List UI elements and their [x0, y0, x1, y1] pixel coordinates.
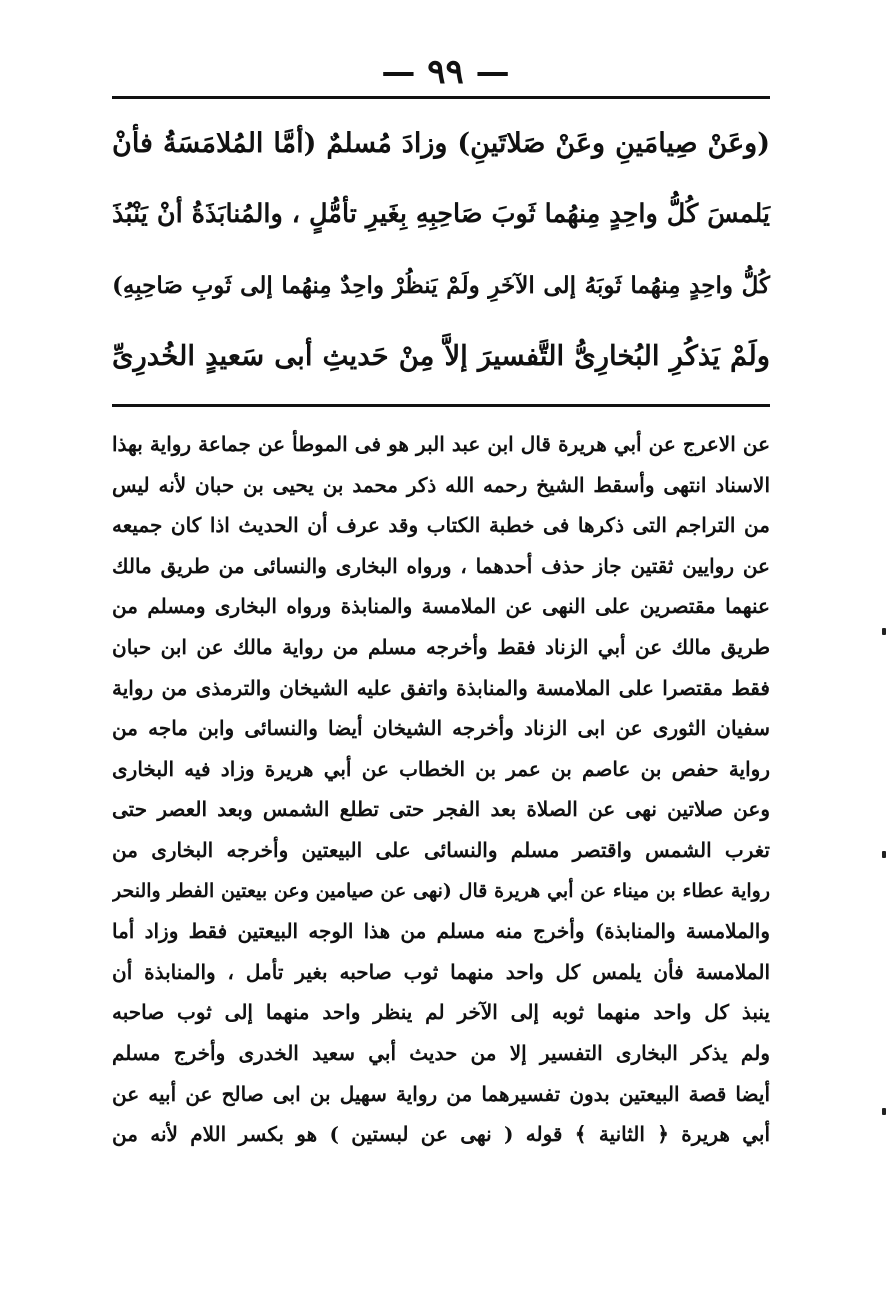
footnote-line: سفيان الثورى عن ابى الزناد وأخرجه الشيخان أيضا والنسائى وابن ماجه من	[112, 716, 770, 741]
footnote-line: ولم يذكر البخارى التفسير إلا من حديث أبي سعيد الخدرى وأخرج مسلم	[112, 1040, 770, 1065]
footnote-line: طريق مالك عن أبي الزناد فقط وأخرجه مسلم من رواية مالك عن ابن حبان	[112, 634, 770, 659]
scan-margin-mark	[882, 851, 886, 858]
main-text-line: (وعَنْ صِيامَينِ وعَنْ صَلاتَينِ) وزادَ مُسلمٌ (أمَّا المُلامَسَةُ فأنْ	[112, 128, 770, 159]
main-text-line: ولَمْ يَذكُرِ البُخارِىُّ التَّفسيرَ إلاَّ مِنْ حَديثِ أبى سَعيدٍ الخُدرِىِّ	[112, 340, 770, 372]
footnote-line: عنهما مقتصرين على النهى عن الملامسة والمنابذة ورواه البخارى ومسلم من	[112, 594, 770, 619]
footnote-line: ينبذ كل واحد منهما ثوبه إلى الآخر لم ينظر واحد منهما إلى ثوب صاحبه	[112, 1000, 770, 1025]
scan-margin-mark	[882, 1108, 886, 1115]
footnote-line: رواية عطاء بن ميناء عن أبي هريرة قال (نهى عن صيامين وعن بيعتين الفطر والنحر	[112, 879, 770, 902]
main-text-line: كُلُّ واحِدٍ مِنهُما ثَوبَهُ إلى الآخَرِ ولَمْ يَنظُرْ واحِدٌ مِنهُما إلى ثَوبِ صَاحِبِهِ)	[112, 272, 770, 299]
footnote-line: وعن صلاتين نهى عن الصلاة بعد الفجر حتى تطلع الشمس وبعد العصر حتى	[112, 797, 770, 822]
footnote-line: أبي هريرة ﴿ الثانية ﴾ قوله ( نهى عن لبستين ) هو بكسر اللام لأنه من	[112, 1122, 770, 1147]
top-rule	[112, 96, 770, 99]
footnote-block	[112, 424, 770, 1155]
page-number: — ٩٩ —	[381, 52, 510, 92]
footnote-line: رواية حفص بن عاصم بن عمر بن الخطاب عن أبي هريرة وزاد فيه البخارى	[112, 756, 770, 781]
footnote-line: أيضا قصة البيعتين بدون تفسيرهما من رواية سهيل بن ابى صالح عن أبيه عن	[112, 1081, 770, 1106]
footnote-line: عن الاعرج عن أبي هريرة قال ابن عبد البر هو فى الموطأ عن جماعة رواية بهذا	[112, 432, 770, 456]
footnote-separator-rule	[112, 404, 770, 407]
footnote-line: الاسناد انتهى وأسقط الشيخ رحمه الله ذكر محمد بن يحيى بن حبان لأنه ليس	[112, 472, 770, 497]
footnote-line: من التراجم التى ذكرها فى خطبة الكتاب وقد عرف أن الحديث اذا كان جميعه	[112, 513, 770, 538]
footnote-line: تغرب الشمس واقتصر مسلم والنسائى على البيعتين وأخرجه البخارى من	[112, 837, 770, 862]
footnote-line: والملامسة والمنابذة) وأخرج منه مسلم من هذا الوجه البيعتين فقط وزاد أما	[112, 919, 770, 944]
footnote-line: فقط مقتصرا على الملامسة والمنابذة واتفق عليه الشيخان والترمذى من رواية	[112, 675, 770, 700]
main-text-line: يَلمسَ كُلُّ واحِدٍ مِنهُما ثَوبَ صَاحِبِهِ بِغَيرِ تأمُّلٍ ، والمُنابَذَةُ أنْ يَنْبُذَ	[112, 199, 770, 229]
footnote-line: الملامسة فأن يلمس كل واحد منهما ثوب صاحبه بغير تأمل ، والمنابذة أن	[112, 959, 770, 984]
footnote-line: عن روايين ثقتين جاز حذف أحدهما ، ورواه البخارى والنسائى من طريق مالك	[112, 553, 770, 578]
main-text-block	[112, 108, 770, 392]
scan-margin-mark	[882, 628, 886, 635]
